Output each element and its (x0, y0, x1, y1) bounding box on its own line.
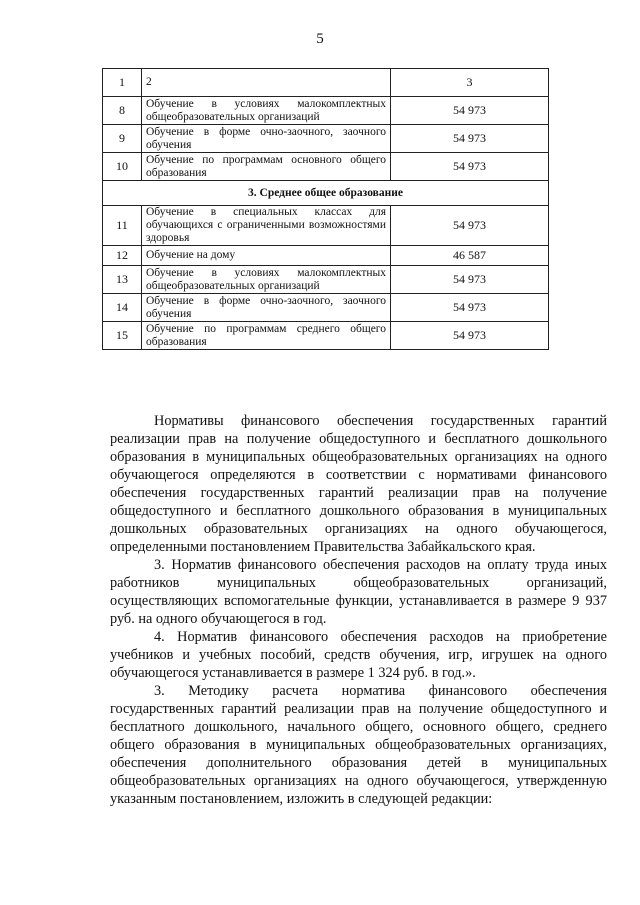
table-row (103, 322, 549, 350)
row-description: Обучение в условиях малокомплектных общеобразовательных организаций (142, 97, 391, 125)
header-col-1: 1 (103, 69, 142, 97)
table-row (103, 266, 549, 294)
row-number: 10 (103, 153, 142, 181)
table-header-row (103, 69, 549, 97)
row-value: 54 973 (391, 266, 549, 294)
section-row (103, 181, 549, 206)
paragraph-norms-preschool: Нормативы финансового обеспечения государственных гарантий реализации прав на получение общедоступного и бесплатного дошкольного образования в муниципальных общеобразовательных организациях на одного обучающегося определяются в соответствии с нормативами финансового обеспечения государственных гарантий реализации прав на получение общедоступного и бесплатного дошкольного образования в муниципальных дошкольных образовательных организациях на одного обучающегося, определенными постановлением Правительства Забайкальского края. (110, 413, 607, 555)
table-row (103, 246, 549, 266)
row-value: 46 587 (391, 246, 549, 266)
row-description: Обучение на дому (142, 246, 391, 266)
paragraph-3-labor-norm: 3. Норматив финансового обеспечения расходов на оплату труда иных работников муниципальных общеобразовательных организаций, осуществляющих вспомогательные функции, устанавливается в размере 9 937 руб. на одного обучающегося в год. (110, 557, 607, 627)
page-number: 5 (316, 31, 324, 47)
row-description: Обучение в форме очно-заочного, заочного обучения (142, 294, 391, 322)
row-number: 14 (103, 294, 142, 322)
row-description: Обучение в специальных классах для обучающихся с ограниченными возможностями здоровья (142, 206, 391, 246)
row-value: 54 973 (391, 153, 549, 181)
row-description: Обучение в условиях малокомплектных общеобразовательных организаций (142, 266, 391, 294)
header-col-2: 2 (142, 69, 391, 97)
body-text (110, 412, 607, 808)
row-value: 54 973 (391, 97, 549, 125)
table-row (103, 294, 549, 322)
row-value: 54 973 (391, 294, 549, 322)
paragraph-4-textbooks-norm: 4. Норматив финансового обеспечения расходов на приобретение учебников и учебных пособий, средств обучения, игр, игрушек на одного обучающегося устанавливается в размере 1 324 руб. в год.». (110, 629, 607, 681)
row-value: 54 973 (391, 322, 549, 350)
header-col-3: 3 (391, 69, 549, 97)
row-description: Обучение по программам основного общего образования (142, 153, 391, 181)
row-description: Обучение по программам среднего общего образования (142, 322, 391, 350)
row-number: 15 (103, 322, 142, 350)
row-value: 54 973 (391, 125, 549, 153)
row-number: 12 (103, 246, 142, 266)
row-number: 8 (103, 97, 142, 125)
row-value: 54 973 (391, 206, 549, 246)
norms-table (102, 68, 549, 350)
table-row (103, 206, 549, 246)
row-number: 13 (103, 266, 142, 294)
row-number: 9 (103, 125, 142, 153)
table-row (103, 153, 549, 181)
table-row (103, 97, 549, 125)
section-title: 3. Среднее общее образование (103, 181, 549, 206)
row-description: Обучение в форме очно-заочного, заочного обучения (142, 125, 391, 153)
row-number: 11 (103, 206, 142, 246)
table-row (103, 125, 549, 153)
paragraph-3-methodology: 3. Методику расчета норматива финансового обеспечения государственных гарантий реализации прав на получение общедоступного и бесплатного дошкольного, начального общего, основного общего, среднего общего образования в муниципальных общеобразовательных организациях, обеспечения дополнительного образования детей в муниципальных общеобразовательных организациях на одного обучающегося, утвержденную указанным постановлением, изложить в следующей редакции: (110, 683, 607, 807)
